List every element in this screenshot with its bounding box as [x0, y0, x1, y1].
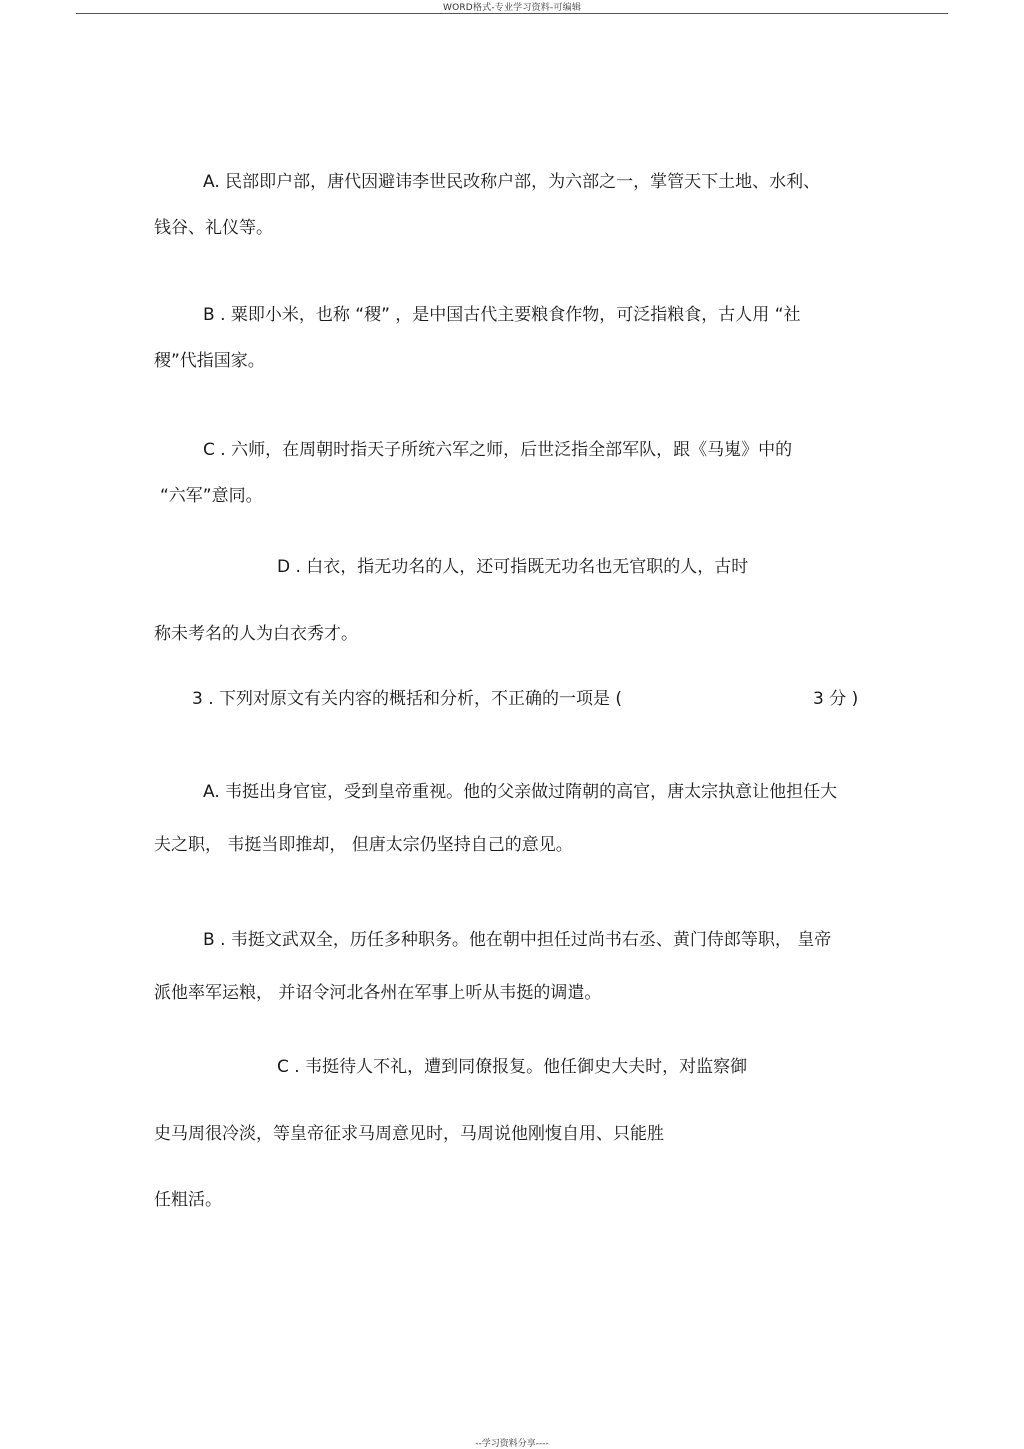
option-d-line-1: D . 白衣，指无功名的人，还可指既无功名也无官职的人，古时 — [277, 557, 749, 577]
page-header: WORD格式-专业学习资料-可编辑 — [442, 3, 582, 13]
question-3-stem: 3 . 下列对原文有关内容的概括和分析，不正确的一项是 ( — [192, 689, 623, 709]
header-divider — [76, 13, 948, 14]
q3-option-c-line-1: C . 韦挺待人不礼，遭到同僚报复。他任御史大夫时，对监察御 — [277, 1057, 748, 1077]
option-a-line-1: A. 民部即户部，唐代因避讳李世民改称户部，为六部之一，掌管天下土地、水利、 — [203, 172, 821, 192]
option-d-line-2: 称未考名的人为白衣秀才。 — [154, 624, 358, 644]
q3-option-b-line-1: B . 韦挺文武双全，历任多种职务。他在朝中担任过尚书右丞、黄门侍郎等职， 皇帝 — [203, 930, 832, 950]
question-3-score: 3 分 ) — [813, 689, 859, 709]
option-c-line-1: C . 六师，在周朝时指天子所统六军之师，后世泛指全部军队，跟《马嵬》中的 — [203, 440, 793, 460]
q3-option-c-line-3: 任粗活。 — [154, 1190, 222, 1210]
page-footer: --学习资料分享---- — [475, 1439, 549, 1449]
option-b-line-1: B . 粟即小米，也称 “稷” ，是中国古代主要粮食作物，可泛指粮食，古人用 “社 — [203, 305, 801, 325]
q3-option-a-line-1: A. 韦挺出身官宦，受到皇帝重视。他的父亲做过隋朝的高官，唐太宗执意让他担任大 — [203, 782, 838, 802]
option-b-line-2: 稷”代指国家。 — [154, 351, 265, 371]
option-a-line-2: 钱谷、礼仪等。 — [154, 218, 273, 238]
option-c-line-2: “六军”意同。 — [160, 486, 263, 506]
q3-option-b-line-2: 派他率军运粮， 并诏令河北各州在军事上听从韦挺的调遣。 — [154, 983, 602, 1003]
q3-option-c-line-2: 史马周很冷淡，等皇帝征求马周意见时，马周说他刚愎自用、只能胜 — [154, 1124, 664, 1144]
q3-option-a-line-2: 夫之职， 韦挺当即推却， 但唐太宗仍坚持自己的意见。 — [154, 835, 573, 855]
